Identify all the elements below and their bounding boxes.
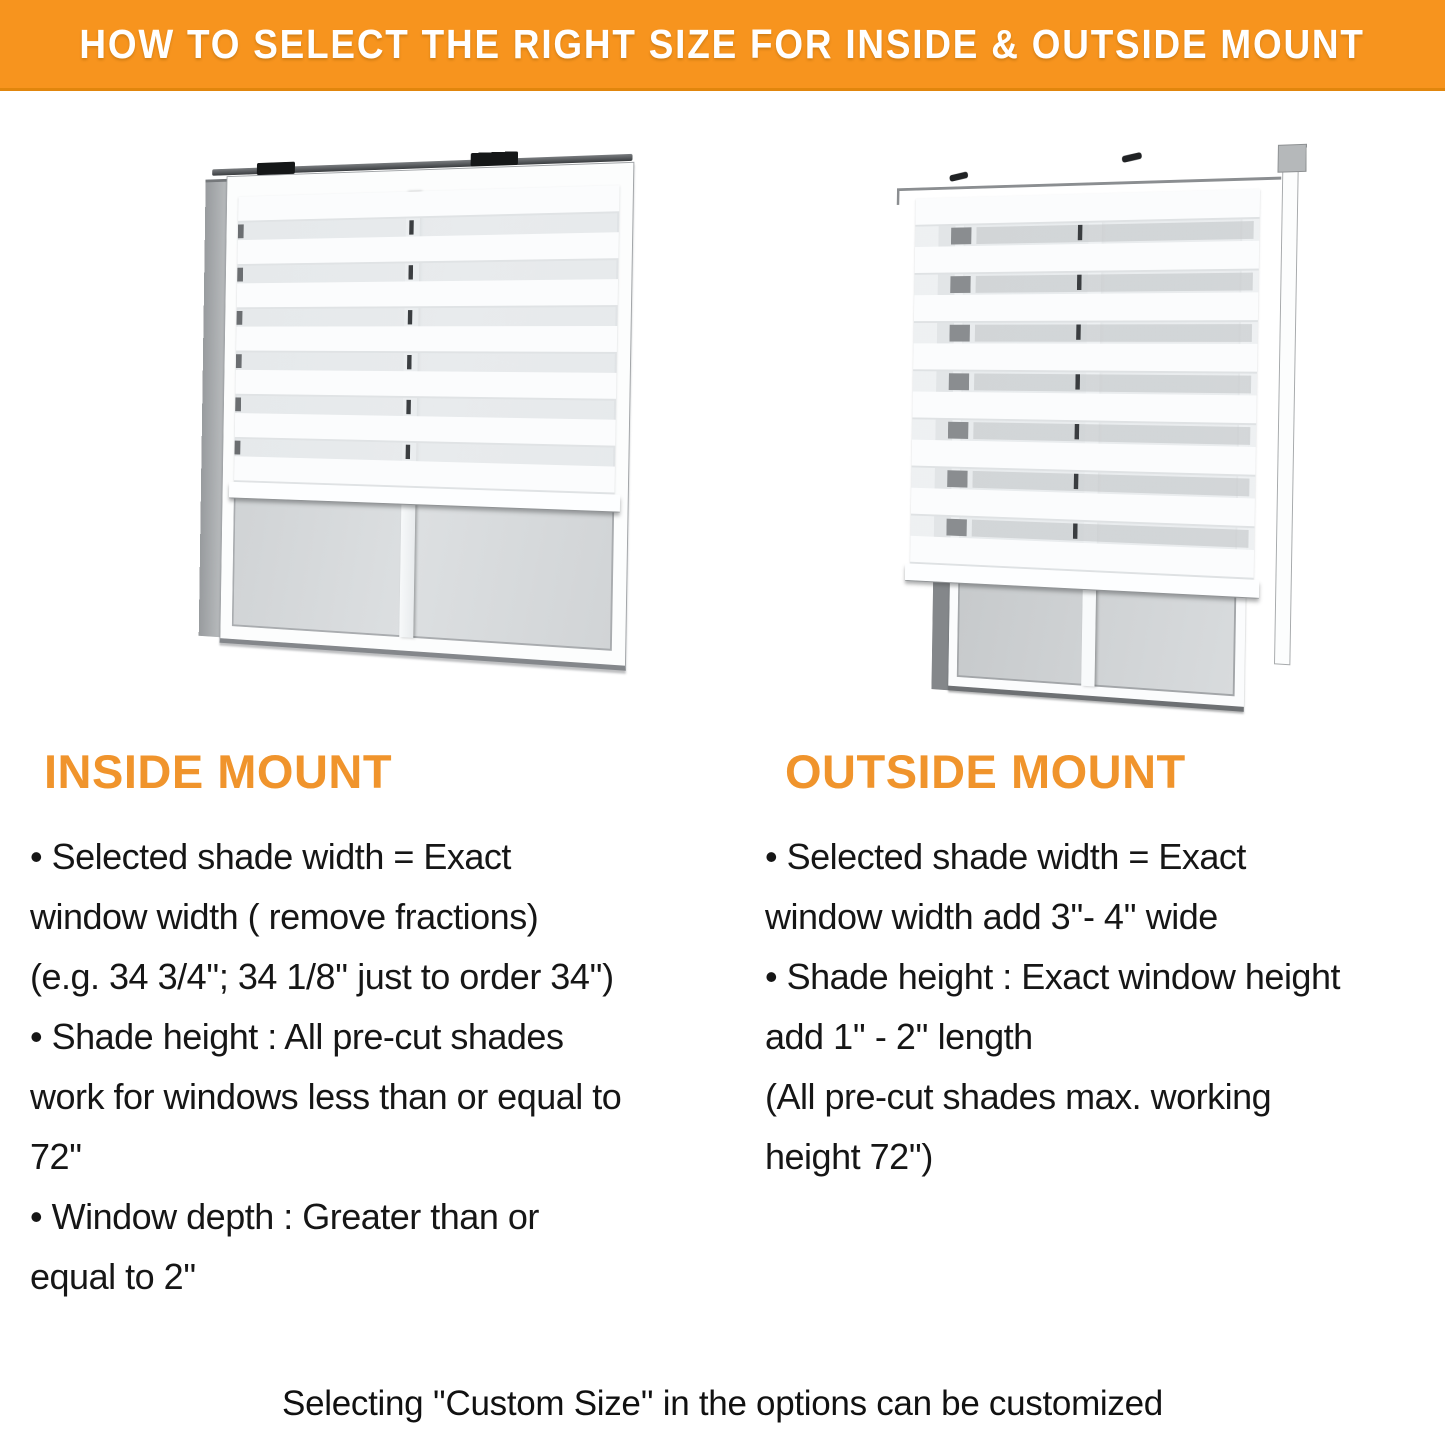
outside-mount-instructions (765, 827, 1435, 1187)
inside-mount-illustration (142, 150, 630, 695)
banner-title: HOW TO SELECT THE RIGHT SIZE FOR INSIDE & OUTSIDE MOUNT (79, 20, 1366, 67)
instruction-line: window width ( remove fractions) (30, 896, 539, 937)
zebra-blind-stripes (910, 189, 1260, 580)
outside-mount-illustration (842, 136, 1302, 724)
zebra-blind-stripes (234, 185, 619, 494)
wall-return-strip (1274, 148, 1299, 665)
instruction-line: add 1'' - 2'' length (765, 1016, 1033, 1057)
instruction-line: • Selected shade width = Exact (765, 836, 1246, 877)
header-banner (0, 0, 1445, 91)
inside-mount-section (30, 744, 730, 1307)
instruction-line: • Selected shade width = Exact (30, 836, 511, 877)
instruction-line: • Window depth : Greater than or (30, 1196, 539, 1237)
window-frame (219, 162, 634, 671)
mounting-bracket (949, 171, 968, 182)
inside-mount-heading: INSIDE MOUNT (44, 745, 393, 798)
inside-mount-window (198, 150, 634, 695)
mounting-bracket (471, 151, 518, 166)
instruction-line: (e.g. 34 3/4''; 34 1/8'' just to order 34'') (30, 956, 614, 997)
instruction-line: work for windows less than or equal to (30, 1076, 622, 1117)
reveal-shadow-dashes (234, 197, 244, 482)
instruction-line: • Shade height : Exact window height (765, 956, 1340, 997)
mounting-bracket (1122, 152, 1143, 163)
custom-size-note: Selecting ''Custom Size'' in the options can be customized (282, 1384, 1163, 1423)
outside-mount-heading: OUTSIDE MOUNT (785, 745, 1186, 798)
instruction-line: height 72'') (765, 1136, 933, 1177)
glass-tint-dashes (971, 189, 1254, 579)
instruction-line: equal to 2'' (30, 1256, 196, 1297)
instruction-line: (All pre-cut shades max. working (765, 1076, 1272, 1117)
instruction-line: 72'' (30, 1136, 82, 1177)
reveal-shadow-dashes (946, 197, 972, 566)
outside-mount-window (888, 136, 1307, 724)
instruction-line: • Shade height : All pre-cut shades (30, 1016, 564, 1057)
instruction-line: window width add 3''- 4'' wide (765, 896, 1218, 937)
inside-mount-instructions (30, 827, 730, 1307)
mullion-shadow-dashes (405, 192, 414, 488)
outside-mount-section (765, 744, 1435, 1187)
wall-corner-block (1277, 144, 1306, 173)
